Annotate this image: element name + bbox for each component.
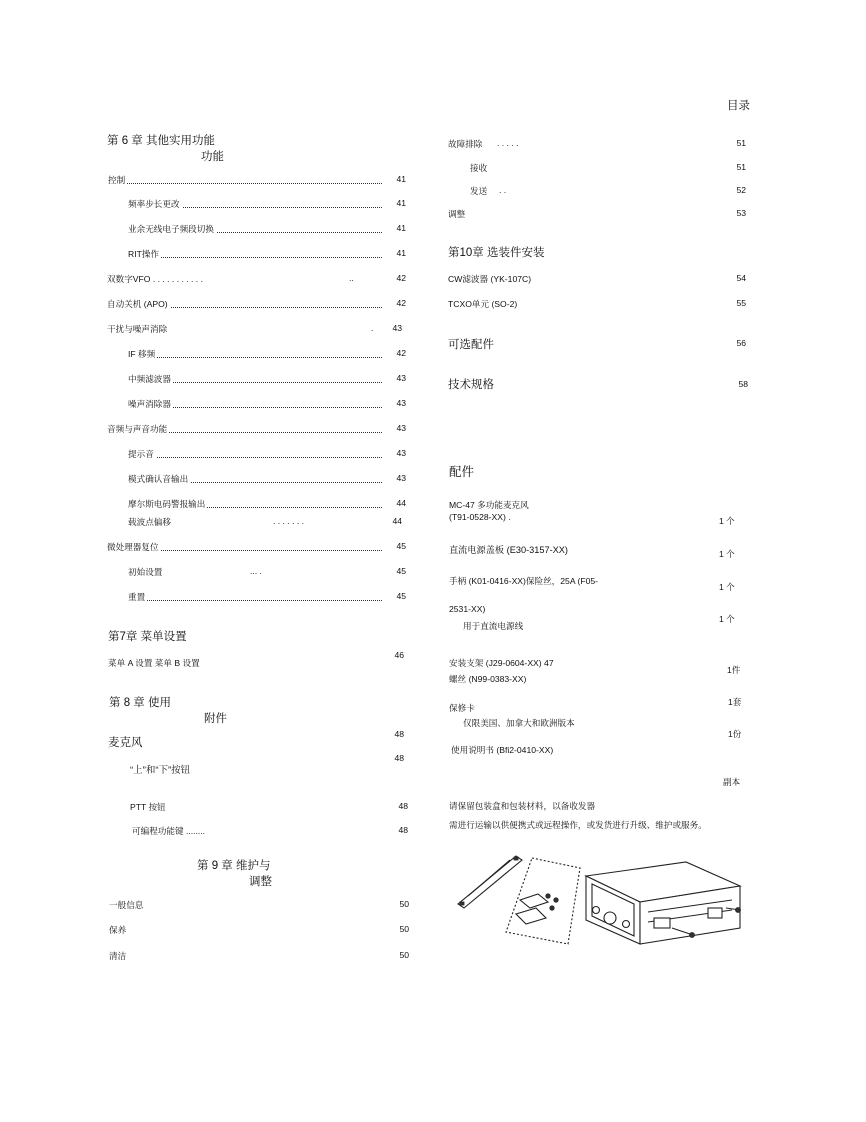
accessory-qty: 1 个 (719, 582, 735, 592)
toc-item-specs[interactable]: 技术规格 (448, 379, 494, 391)
toc-item-label: 双数字VFO . . . . . . . . . . . (107, 274, 203, 284)
accessory-qty: 1 个 (719, 516, 735, 526)
toc-page: 58 (738, 379, 748, 389)
packing-note-1: 请保留包装盒和包装材料，以备收发器 (449, 801, 596, 811)
toc-item-transmit[interactable]: 发送 (470, 186, 488, 196)
chapter-8-title: 第 8 章 使用 (109, 697, 171, 709)
toc-item[interactable] (128, 348, 382, 360)
leader-dots: . (371, 323, 374, 333)
accessory-handle-fuse: 手柄 (K01-0416-XX)保险丝，25A (F05- (449, 576, 599, 586)
accessory-screws: 螺丝 (N99-0383-XX) (449, 674, 527, 684)
leader-dots (128, 357, 382, 358)
toc-page: 53 (736, 208, 746, 218)
transceiver-illustration (586, 862, 741, 948)
toc-item-label: 初始设置 (128, 567, 163, 577)
toc-page: 48 (394, 753, 404, 763)
toc-page: 50 (399, 950, 409, 960)
toc-page: 41 (396, 174, 406, 184)
toc-page: 46 (394, 650, 404, 660)
toc-item-label: 摩尔斯电码警报输出 (128, 499, 206, 509)
handle-illustration (458, 856, 522, 908)
chapter-6-title: 第 6 章 其他实用功能 (107, 135, 215, 147)
accessory-dc-cover: 直流电源盖板 (E30-3157-XX) (449, 545, 568, 555)
toc-item[interactable] (128, 448, 382, 460)
chapter-9-title-cont: 调整 (249, 876, 272, 888)
toc-page: 44 (396, 498, 406, 508)
toc-page: 45 (396, 541, 406, 551)
toc-item-label: RIT操作 (128, 249, 160, 259)
toc-item-label: 模式确认音输出 (128, 474, 189, 484)
leader-dots: . . . . . . . (273, 516, 305, 526)
toc-item-label: IF 移频 (128, 349, 156, 359)
accessory-fuse-note: 用于直流电源线 (463, 621, 524, 631)
toc-item[interactable] (108, 174, 382, 186)
toc-page: 50 (399, 924, 409, 934)
toc-page: 42 (396, 273, 406, 283)
accessory-qty: 1件 (727, 665, 741, 675)
accessories-title: 配件 (449, 465, 475, 479)
toc-page: 43 (396, 373, 406, 383)
toc-item[interactable] (128, 498, 382, 510)
chapter-10-title: 第10章 选装件安装 (448, 247, 545, 259)
toc-item-maintenance[interactable]: 保养 (109, 925, 127, 935)
toc-page: 48 (394, 729, 404, 739)
leader-dots (128, 257, 382, 258)
toc-page: 41 (396, 223, 406, 233)
toc-item-options[interactable]: 可选配件 (448, 339, 494, 351)
toc-item-prog-keys[interactable]: 可编程功能键 ........ (132, 826, 206, 836)
chapter-6-title-cont: 功能 (201, 151, 224, 163)
toc-page: 52 (736, 185, 746, 195)
toc-page: 48 (398, 825, 408, 835)
toc-item[interactable] (107, 273, 382, 285)
toc-item[interactable] (128, 198, 382, 210)
toc-item-label: 音频与声音功能 (107, 424, 168, 434)
chapter-9-title: 第 9 章 维护与 (197, 860, 271, 872)
toc-item-troubleshoot[interactable]: 故障排除 (448, 139, 483, 149)
toc-page: 56 (736, 338, 746, 348)
accessory-qty: 1 个 (719, 614, 735, 624)
toc-item-label: 控制 (108, 175, 126, 185)
toc-item-label: 业余无线电子频段切换 (128, 224, 214, 234)
toc-item-microphone[interactable]: 麦克风 (108, 737, 143, 749)
leader-dots: . . . . . (497, 138, 519, 148)
parts-bag-illustration (506, 858, 580, 944)
toc-item[interactable] (128, 248, 382, 260)
leader-dots (108, 183, 382, 184)
accessory-qty: 1套 (728, 697, 742, 707)
toc-page: 45 (396, 566, 406, 576)
toc-item-cleaning[interactable]: 清洁 (109, 951, 127, 961)
copy-label: 副本 (723, 777, 741, 787)
leader-dots (128, 457, 382, 458)
accessory-mic-part: (T91-0528-XX) . (449, 512, 511, 522)
toc-page: 42 (396, 348, 406, 358)
toc-item-label: 噪声消除器 (128, 399, 171, 409)
chapter-8-title-cont: 附件 (204, 713, 227, 725)
leader-dots (128, 600, 382, 601)
accessory-warranty-note: 仅限美国、加拿大和欧洲版本 (463, 718, 575, 728)
toc-item-label: 提示音 (128, 449, 154, 459)
toc-item[interactable] (107, 423, 382, 435)
accessory-warranty: 保修卡 (449, 703, 475, 713)
leader-dots: .. (349, 273, 354, 283)
accessory-qty: 1 个 (719, 549, 735, 559)
accessory-qty: 1份 (728, 729, 742, 739)
toc-item-tcxo[interactable]: TCXO单元 (SO-2) (448, 299, 518, 309)
leader-dots: . . (499, 185, 507, 195)
toc-page: 44 (392, 516, 402, 526)
page-header: 目录 (727, 100, 750, 112)
toc-item-general[interactable]: 一般信息 (109, 900, 144, 910)
toc-item-label: 中频滤波器 (128, 374, 171, 384)
toc-page: 55 (736, 298, 746, 308)
toc-item-updown[interactable]: “上”和“下”按钮 (130, 765, 191, 776)
toc-item[interactable] (128, 473, 382, 485)
toc-page: 43 (396, 398, 406, 408)
toc-page: 51 (736, 162, 746, 172)
toc-page: 42 (396, 298, 406, 308)
toc-page: 43 (392, 323, 402, 333)
toc-page: 43 (396, 448, 406, 458)
toc-item-receive[interactable]: 接收 (470, 163, 488, 173)
accessories-illustration (450, 848, 750, 948)
toc-item[interactable] (107, 323, 378, 335)
toc-item[interactable] (128, 516, 378, 528)
toc-item-label: 频率步长更改 (128, 199, 180, 209)
toc-item-adjust[interactable]: 调整 (448, 209, 466, 219)
toc-page: 45 (396, 591, 406, 601)
toc-page: 43 (396, 423, 406, 433)
toc-item[interactable] (128, 223, 382, 235)
toc-item[interactable] (107, 541, 382, 553)
toc-page: 54 (736, 273, 746, 283)
chapter-7-title: 第7章 菜单设置 (108, 631, 187, 643)
accessory-mic: MC-47 多功能麦克风 (449, 500, 529, 510)
toc-item-label: 载波点偏移 (128, 517, 171, 527)
toc-page: 51 (736, 138, 746, 148)
toc-page: 50 (399, 899, 409, 909)
toc-item[interactable] (107, 298, 382, 310)
toc-item[interactable] (128, 398, 382, 410)
toc-page: 48 (398, 801, 408, 811)
accessory-fuse-part: 2531-XX) (449, 604, 486, 614)
accessory-manual: 使用说明书 (Bfi2-0410-XX) (451, 745, 554, 755)
toc-item-menu-setup[interactable]: 菜单 A 设置 菜单 B 设置 (108, 658, 200, 668)
toc-page: 41 (396, 198, 406, 208)
toc-item[interactable] (128, 591, 382, 603)
toc-item-ptt[interactable]: PTT 按钮 (130, 802, 166, 812)
leader-dots: ... . (250, 566, 262, 576)
toc-item-label: 重置 (128, 592, 146, 602)
toc-item-label: 干扰与噪声消除 (107, 324, 168, 334)
toc-item-cw-filter[interactable]: CW滤波器 (YK-107C) (448, 274, 532, 284)
toc-item[interactable] (128, 373, 382, 385)
packing-note-2: 需进行运输以供便携式或远程操作，或发货进行升级、维护或服务。 (449, 820, 707, 830)
toc-item-label: 微处理器复位 (107, 542, 159, 552)
toc-page: 43 (396, 473, 406, 483)
accessory-bracket: 安装支架 (J29-0604-XX) 47 (449, 658, 554, 668)
toc-page: 41 (396, 248, 406, 258)
toc-item-label: 自动关机 (APO) (107, 299, 168, 309)
